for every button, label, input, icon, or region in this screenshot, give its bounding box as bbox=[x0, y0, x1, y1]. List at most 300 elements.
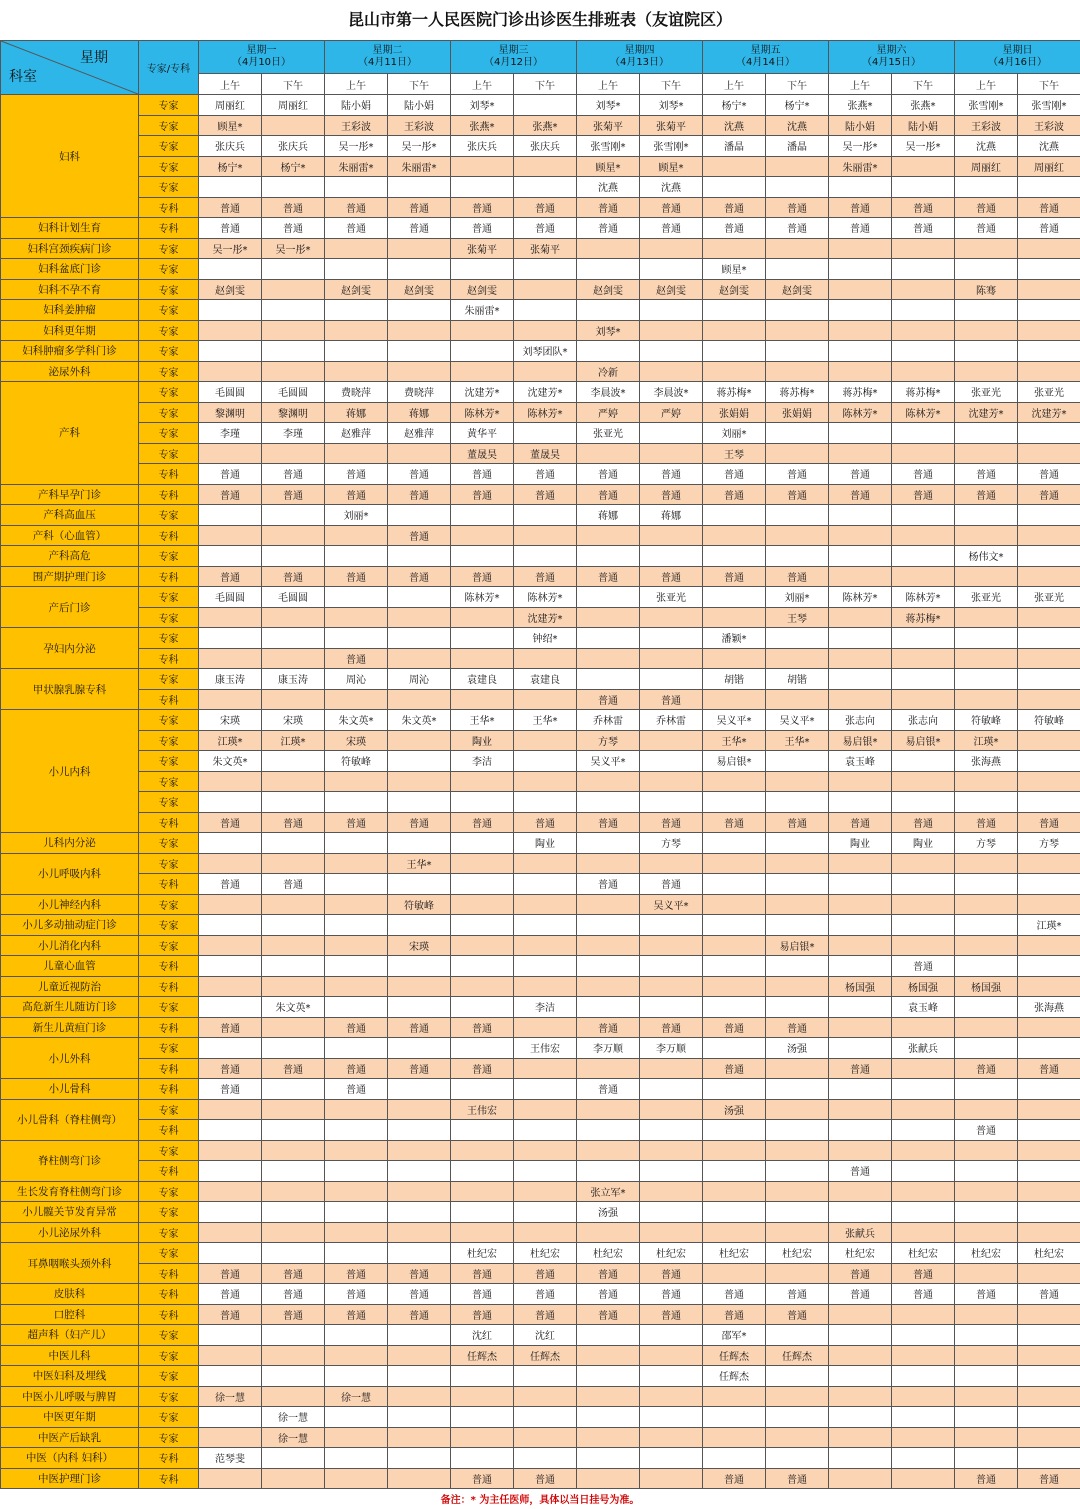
schedule-cell: 普通 bbox=[892, 218, 955, 239]
schedule-cell: 普通 bbox=[577, 689, 640, 710]
schedule-cell bbox=[640, 669, 703, 690]
schedule-cell: 张燕* bbox=[829, 95, 892, 116]
schedule-cell: 张亚光 bbox=[1018, 587, 1080, 608]
schedule-cell: 黄华平 bbox=[451, 423, 514, 444]
schedule-cell bbox=[955, 1161, 1018, 1182]
schedule-cell: 方琴 bbox=[640, 833, 703, 854]
clinic-type: 专家 bbox=[139, 1202, 199, 1223]
schedule-cell bbox=[1018, 1017, 1080, 1038]
schedule-cell bbox=[892, 1017, 955, 1038]
schedule-cell: 普通 bbox=[514, 1468, 577, 1489]
schedule-cell: 吴一彤* bbox=[199, 238, 262, 259]
schedule-cell bbox=[388, 771, 451, 792]
schedule-cell bbox=[514, 1099, 577, 1120]
schedule-cell bbox=[640, 1140, 703, 1161]
clinic-type: 专科 bbox=[139, 1263, 199, 1284]
table-row bbox=[1, 874, 1080, 895]
table-row bbox=[1, 546, 1080, 567]
schedule-cell bbox=[514, 423, 577, 444]
schedule-cell: 普通 bbox=[262, 1284, 325, 1305]
schedule-cell bbox=[577, 259, 640, 280]
schedule-cell: 袁建良 bbox=[514, 669, 577, 690]
schedule-cell: 普通 bbox=[703, 218, 766, 239]
schedule-cell: 朱丽雷* bbox=[829, 156, 892, 177]
day-name: 星期一 bbox=[246, 45, 277, 56]
schedule-cell bbox=[703, 1407, 766, 1428]
schedule-cell bbox=[766, 1407, 829, 1428]
schedule-cell bbox=[514, 751, 577, 772]
table-row bbox=[1, 812, 1080, 833]
schedule-cell bbox=[514, 976, 577, 997]
schedule-cell bbox=[514, 648, 577, 669]
schedule-cell: 普通 bbox=[640, 874, 703, 895]
schedule-cell: 普通 bbox=[766, 464, 829, 485]
schedule-cell bbox=[325, 1427, 388, 1448]
schedule-cell bbox=[892, 874, 955, 895]
table-row bbox=[1, 300, 1080, 321]
schedule-cell: 任辉杰 bbox=[703, 1345, 766, 1366]
schedule-cell bbox=[514, 259, 577, 280]
schedule-cell: 徐一慧 bbox=[262, 1407, 325, 1428]
schedule-cell bbox=[262, 1243, 325, 1264]
schedule-cell: 杜纪宏 bbox=[1018, 1243, 1080, 1264]
schedule-cell: 沈燕 bbox=[766, 115, 829, 136]
schedule-cell bbox=[577, 1366, 640, 1387]
schedule-cell: 李万顺 bbox=[577, 1038, 640, 1059]
schedule-cell bbox=[892, 1427, 955, 1448]
schedule-cell: 陆小娟 bbox=[388, 95, 451, 116]
schedule-cell bbox=[514, 505, 577, 526]
schedule-cell bbox=[577, 341, 640, 362]
schedule-cell bbox=[199, 1243, 262, 1264]
schedule-cell bbox=[703, 894, 766, 915]
schedule-cell bbox=[577, 1468, 640, 1489]
schedule-cell bbox=[262, 956, 325, 977]
table-row bbox=[1, 956, 1080, 977]
schedule-cell bbox=[829, 443, 892, 464]
schedule-cell: 王彩波 bbox=[325, 115, 388, 136]
corner-week-label: 星期 bbox=[80, 50, 108, 66]
table-row bbox=[1, 628, 1080, 649]
schedule-cell bbox=[262, 525, 325, 546]
schedule-cell: 宋瑛 bbox=[325, 730, 388, 751]
schedule-cell bbox=[703, 525, 766, 546]
schedule-cell: 普通 bbox=[892, 812, 955, 833]
schedule-cell: 顾星* bbox=[199, 115, 262, 136]
schedule-cell: 普通 bbox=[451, 484, 514, 505]
table-row bbox=[1, 751, 1080, 772]
schedule-cell bbox=[451, 1038, 514, 1059]
schedule-cell bbox=[766, 1181, 829, 1202]
schedule-cell bbox=[766, 300, 829, 321]
table-row bbox=[1, 607, 1080, 628]
schedule-cell bbox=[829, 238, 892, 259]
schedule-cell bbox=[892, 1120, 955, 1141]
day-date: （4月10日） bbox=[231, 57, 292, 68]
clinic-type: 专家 bbox=[139, 833, 199, 854]
table-row bbox=[1, 976, 1080, 997]
schedule-cell: 刘琴* bbox=[451, 95, 514, 116]
schedule-cell bbox=[514, 156, 577, 177]
schedule-cell: 普通 bbox=[325, 812, 388, 833]
schedule-cell: 张海燕 bbox=[1018, 997, 1080, 1018]
schedule-cell bbox=[766, 1099, 829, 1120]
schedule-cell bbox=[640, 1079, 703, 1100]
schedule-cell bbox=[199, 1202, 262, 1223]
schedule-cell bbox=[829, 997, 892, 1018]
schedule-cell: 普通 bbox=[325, 1284, 388, 1305]
schedule-cell: 袁玉峰 bbox=[829, 751, 892, 772]
department-name: 妇科不孕不育 bbox=[1, 279, 139, 300]
schedule-cell bbox=[577, 1058, 640, 1079]
schedule-cell: 普通 bbox=[262, 218, 325, 239]
schedule-cell bbox=[703, 915, 766, 936]
department-name: 妇科盆底门诊 bbox=[1, 259, 139, 280]
department-name: 妇科宫颈疾病门诊 bbox=[1, 238, 139, 259]
schedule-cell bbox=[514, 320, 577, 341]
department-name: 小儿神经内科 bbox=[1, 894, 139, 915]
schedule-cell: 沈建芳* bbox=[451, 382, 514, 403]
schedule-cell bbox=[892, 1448, 955, 1469]
clinic-type: 专家 bbox=[139, 792, 199, 813]
schedule-cell: 张亚光 bbox=[640, 587, 703, 608]
schedule-cell: 普通 bbox=[262, 812, 325, 833]
department-name: 中医更年期 bbox=[1, 1407, 139, 1428]
clinic-type: 专科 bbox=[139, 1448, 199, 1469]
schedule-cell: 汤强 bbox=[766, 1038, 829, 1059]
schedule-cell: 普通 bbox=[262, 874, 325, 895]
schedule-cell bbox=[262, 177, 325, 198]
schedule-cell: 普通 bbox=[388, 218, 451, 239]
schedule-cell bbox=[955, 1181, 1018, 1202]
schedule-cell: 普通 bbox=[325, 1017, 388, 1038]
schedule-cell bbox=[1018, 956, 1080, 977]
schedule-cell bbox=[577, 976, 640, 997]
schedule-cell bbox=[640, 628, 703, 649]
day-name: 星期日 bbox=[1002, 45, 1033, 56]
morning-header: 上午 bbox=[955, 74, 1018, 95]
schedule-cell: 普通 bbox=[766, 566, 829, 587]
schedule-cell: 江瑛* bbox=[199, 730, 262, 751]
schedule-cell: 方琴 bbox=[955, 833, 1018, 854]
schedule-cell bbox=[766, 505, 829, 526]
schedule-cell bbox=[577, 1222, 640, 1243]
schedule-cell bbox=[262, 751, 325, 772]
schedule-cell bbox=[514, 1120, 577, 1141]
schedule-cell bbox=[703, 546, 766, 567]
schedule-cell bbox=[703, 956, 766, 977]
schedule-cell bbox=[577, 1325, 640, 1346]
schedule-cell bbox=[262, 648, 325, 669]
schedule-cell: 普通 bbox=[703, 812, 766, 833]
schedule-cell: 普通 bbox=[703, 197, 766, 218]
schedule-cell bbox=[829, 1181, 892, 1202]
schedule-cell bbox=[892, 341, 955, 362]
schedule-cell bbox=[829, 669, 892, 690]
footnote: 备注：* 为主任医师，具体以当日挂号为准。 bbox=[440, 1495, 640, 1506]
schedule-cell bbox=[199, 546, 262, 567]
schedule-cell: 顾星* bbox=[577, 156, 640, 177]
schedule-cell bbox=[577, 1345, 640, 1366]
schedule-cell: 普通 bbox=[577, 1304, 640, 1325]
schedule-cell bbox=[955, 1325, 1018, 1346]
table-row bbox=[1, 1161, 1080, 1182]
schedule-cell bbox=[325, 1202, 388, 1223]
day-date: （4月14日） bbox=[735, 57, 796, 68]
schedule-cell bbox=[262, 259, 325, 280]
schedule-cell: 沈红 bbox=[514, 1325, 577, 1346]
table-row bbox=[1, 1181, 1080, 1202]
schedule-cell bbox=[325, 546, 388, 567]
schedule-cell: 普通 bbox=[640, 1263, 703, 1284]
table-row bbox=[1, 156, 1080, 177]
schedule-cell bbox=[262, 771, 325, 792]
schedule-cell: 任辉杰 bbox=[514, 1345, 577, 1366]
schedule-cell bbox=[199, 894, 262, 915]
schedule-cell: 刘丽* bbox=[325, 505, 388, 526]
schedule-cell bbox=[325, 1161, 388, 1182]
schedule-cell: 赵剑雯 bbox=[388, 279, 451, 300]
schedule-cell bbox=[703, 1181, 766, 1202]
table-row bbox=[1, 484, 1080, 505]
schedule-cell: 蒋娜 bbox=[325, 402, 388, 423]
morning-header: 上午 bbox=[577, 74, 640, 95]
schedule-cell bbox=[577, 628, 640, 649]
schedule-cell bbox=[1018, 648, 1080, 669]
schedule-cell: 普通 bbox=[955, 1284, 1018, 1305]
schedule-cell bbox=[955, 771, 1018, 792]
schedule-cell bbox=[703, 833, 766, 854]
department-name: 产科早孕门诊 bbox=[1, 484, 139, 505]
clinic-type: 专科 bbox=[139, 1017, 199, 1038]
schedule-cell bbox=[262, 1468, 325, 1489]
schedule-cell bbox=[388, 1345, 451, 1366]
schedule-cell bbox=[640, 1468, 703, 1489]
schedule-cell bbox=[892, 525, 955, 546]
schedule-cell bbox=[1018, 1038, 1080, 1059]
department-name: 小儿骨科 bbox=[1, 1079, 139, 1100]
schedule-cell bbox=[703, 587, 766, 608]
schedule-cell: 普通 bbox=[451, 1263, 514, 1284]
schedule-cell bbox=[451, 1386, 514, 1407]
schedule-cell bbox=[262, 1181, 325, 1202]
schedule-cell bbox=[766, 1427, 829, 1448]
department-name: 皮肤科 bbox=[1, 1284, 139, 1305]
schedule-cell bbox=[388, 505, 451, 526]
schedule-cell: 张献兵 bbox=[829, 1222, 892, 1243]
schedule-cell bbox=[703, 997, 766, 1018]
schedule-cell: 普通 bbox=[1018, 464, 1080, 485]
department-name: 孕妇内分泌 bbox=[1, 628, 139, 669]
table-row bbox=[1, 710, 1080, 731]
schedule-cell: 普通 bbox=[262, 566, 325, 587]
schedule-cell bbox=[640, 525, 703, 546]
schedule-cell bbox=[451, 1079, 514, 1100]
schedule-cell bbox=[199, 628, 262, 649]
schedule-cell bbox=[1018, 1407, 1080, 1428]
schedule-cell bbox=[1018, 751, 1080, 772]
schedule-cell bbox=[892, 300, 955, 321]
schedule-cell bbox=[388, 1079, 451, 1100]
schedule-cell bbox=[325, 1243, 388, 1264]
schedule-cell bbox=[1018, 361, 1080, 382]
schedule-cell bbox=[892, 1058, 955, 1079]
schedule-cell bbox=[703, 300, 766, 321]
schedule-cell bbox=[325, 1468, 388, 1489]
schedule-cell bbox=[640, 1448, 703, 1469]
clinic-type: 专科 bbox=[139, 218, 199, 239]
schedule-cell bbox=[1018, 1120, 1080, 1141]
schedule-cell bbox=[829, 607, 892, 628]
department-name: 儿童近视防治 bbox=[1, 976, 139, 997]
afternoon-header: 下午 bbox=[262, 74, 325, 95]
schedule-cell bbox=[955, 1017, 1018, 1038]
schedule-cell bbox=[640, 1202, 703, 1223]
table-row bbox=[1, 935, 1080, 956]
schedule-cell: 符敏峰 bbox=[1018, 710, 1080, 731]
schedule-cell: 普通 bbox=[829, 1263, 892, 1284]
schedule-cell: 普通 bbox=[451, 197, 514, 218]
schedule-cell bbox=[325, 792, 388, 813]
schedule-cell bbox=[1018, 505, 1080, 526]
clinic-type: 专家 bbox=[139, 443, 199, 464]
schedule-cell: 普通 bbox=[199, 1263, 262, 1284]
schedule-cell bbox=[640, 1345, 703, 1366]
schedule-cell bbox=[451, 1181, 514, 1202]
schedule-cell bbox=[766, 956, 829, 977]
afternoon-header: 下午 bbox=[388, 74, 451, 95]
schedule-cell bbox=[829, 874, 892, 895]
schedule-cell bbox=[1018, 566, 1080, 587]
schedule-cell: 普通 bbox=[640, 1284, 703, 1305]
schedule-cell: 刘琴* bbox=[640, 95, 703, 116]
afternoon-header: 下午 bbox=[514, 74, 577, 95]
schedule-cell bbox=[703, 1202, 766, 1223]
schedule-cell: 普通 bbox=[892, 1263, 955, 1284]
schedule-cell: 乔林雷 bbox=[640, 710, 703, 731]
schedule-cell bbox=[451, 853, 514, 874]
schedule-cell: 董晟昊 bbox=[451, 443, 514, 464]
day-name: 星期三 bbox=[498, 45, 529, 56]
schedule-cell: 普通 bbox=[514, 484, 577, 505]
schedule-cell bbox=[703, 607, 766, 628]
clinic-type: 专家 bbox=[139, 341, 199, 362]
schedule-cell bbox=[388, 587, 451, 608]
schedule-cell bbox=[262, 894, 325, 915]
schedule-cell bbox=[766, 525, 829, 546]
schedule-cell bbox=[829, 1325, 892, 1346]
schedule-cell bbox=[829, 1079, 892, 1100]
schedule-cell: 李晨波* bbox=[640, 382, 703, 403]
schedule-cell bbox=[1018, 1202, 1080, 1223]
day-header bbox=[955, 41, 1080, 74]
schedule-cell bbox=[199, 1345, 262, 1366]
schedule-cell bbox=[514, 730, 577, 751]
schedule-cell bbox=[766, 894, 829, 915]
schedule-cell bbox=[1018, 894, 1080, 915]
department-name: 妇科更年期 bbox=[1, 320, 139, 341]
schedule-cell bbox=[325, 853, 388, 874]
schedule-cell bbox=[325, 341, 388, 362]
schedule-cell bbox=[1018, 792, 1080, 813]
schedule-cell bbox=[199, 648, 262, 669]
table-row bbox=[1, 1079, 1080, 1100]
schedule-cell bbox=[1018, 525, 1080, 546]
schedule-cell bbox=[262, 1325, 325, 1346]
schedule-cell bbox=[388, 177, 451, 198]
clinic-type: 专家 bbox=[139, 136, 199, 157]
schedule-cell bbox=[955, 1202, 1018, 1223]
schedule-cell bbox=[892, 505, 955, 526]
schedule-cell: 任辉杰 bbox=[766, 1345, 829, 1366]
schedule-cell bbox=[1018, 1099, 1080, 1120]
schedule-cell bbox=[1018, 976, 1080, 997]
schedule-cell bbox=[955, 1099, 1018, 1120]
schedule-cell: 普通 bbox=[199, 1017, 262, 1038]
schedule-cell bbox=[451, 156, 514, 177]
schedule-cell bbox=[640, 259, 703, 280]
schedule-cell bbox=[829, 1407, 892, 1428]
schedule-cell: 赵剑雯 bbox=[703, 279, 766, 300]
schedule-cell: 沈建芳* bbox=[514, 382, 577, 403]
schedule-cell bbox=[703, 771, 766, 792]
schedule-cell bbox=[955, 792, 1018, 813]
schedule-cell bbox=[388, 1407, 451, 1428]
schedule-cell bbox=[388, 443, 451, 464]
table-row bbox=[1, 648, 1080, 669]
schedule-cell: 袁建良 bbox=[451, 669, 514, 690]
schedule-cell bbox=[199, 1181, 262, 1202]
schedule-cell: 普通 bbox=[640, 1304, 703, 1325]
schedule-cell bbox=[1018, 628, 1080, 649]
schedule-cell bbox=[262, 300, 325, 321]
schedule-cell: 普通 bbox=[1018, 1284, 1080, 1305]
schedule-cell bbox=[514, 1058, 577, 1079]
department-name: 泌尿外科 bbox=[1, 361, 139, 382]
schedule-cell: 普通 bbox=[703, 464, 766, 485]
schedule-cell: 普通 bbox=[388, 1304, 451, 1325]
schedule-cell bbox=[199, 956, 262, 977]
schedule-cell bbox=[577, 669, 640, 690]
schedule-cell bbox=[388, 1161, 451, 1182]
schedule-cell bbox=[829, 1038, 892, 1059]
schedule-cell bbox=[325, 177, 388, 198]
schedule-cell bbox=[577, 648, 640, 669]
schedule-cell bbox=[955, 669, 1018, 690]
department-name: 小儿内科 bbox=[1, 710, 139, 833]
schedule-cell: 吴一彤* bbox=[325, 136, 388, 157]
schedule-cell bbox=[640, 751, 703, 772]
schedule-cell bbox=[640, 443, 703, 464]
morning-header: 上午 bbox=[199, 74, 262, 95]
clinic-type: 专家 bbox=[139, 402, 199, 423]
department-name: 小儿外科 bbox=[1, 1038, 139, 1079]
schedule-cell bbox=[388, 341, 451, 362]
schedule-cell: 普通 bbox=[829, 464, 892, 485]
clinic-type: 专科 bbox=[139, 1161, 199, 1182]
schedule-cell bbox=[388, 833, 451, 854]
schedule-cell bbox=[1018, 341, 1080, 362]
schedule-cell bbox=[577, 1120, 640, 1141]
clinic-type: 专家 bbox=[139, 1099, 199, 1120]
page-title: 昆山市第一人民医院门诊出诊医生排班表（友谊院区） bbox=[347, 10, 732, 29]
schedule-cell bbox=[388, 1325, 451, 1346]
schedule-cell bbox=[955, 648, 1018, 669]
schedule-cell bbox=[577, 894, 640, 915]
schedule-cell bbox=[388, 607, 451, 628]
schedule-cell: 普通 bbox=[451, 218, 514, 239]
table-row bbox=[1, 771, 1080, 792]
